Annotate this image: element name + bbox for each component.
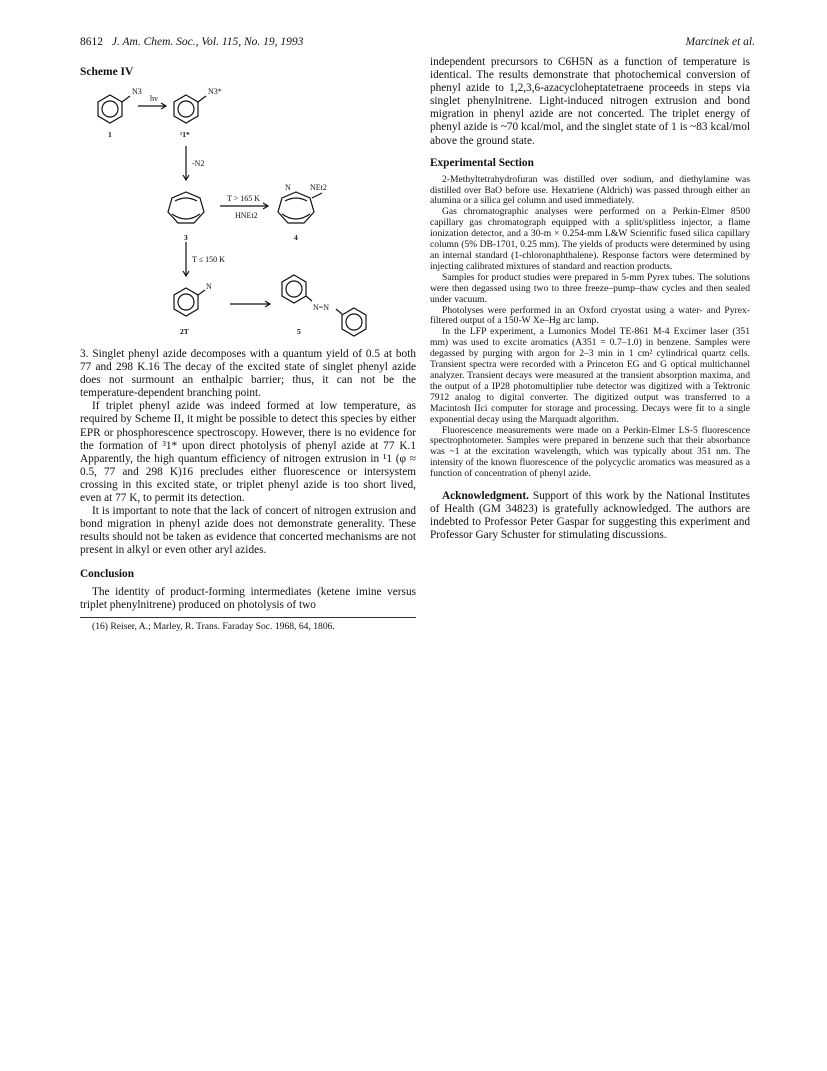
label-net2: NEt2 <box>310 183 327 192</box>
paragraph-sample-prep: Samples for product studies were prepared in 5-mm Pyrex tubes. The solutions were then degassed using two to three freeze–pump–thaw cycles and then sealed under vacuum. <box>430 271 750 305</box>
label-n-ring: N <box>285 183 291 192</box>
label-t-gt-165: T > 165 K <box>227 194 261 203</box>
journal-citation: J. Am. Chem. Soc., Vol. 115, No. 19, 1993 <box>111 36 304 48</box>
label-azo: N=N <box>313 303 330 312</box>
label-compound-1: 1 <box>108 130 112 139</box>
paragraph-generality: It is important to note that the lack of concert of nitrogen extrusion and bond migration in phenyl azide does not demonstrate generality. These results should not be taken as evidence that concerted mechanisms are not present in alkyl or even other aryl azides. <box>80 505 416 557</box>
label-hv: hv <box>150 94 158 103</box>
paragraph-lfp-experiment: In the LFP experiment, a Lumonics Model TE-861 M-4 Excimer laser (351 mm) was used to excite aromatics (A351 = 0.7–1.0) in benzene. Samples were degassed by purging with argon for 2–3 min in 1 cm² cylindrical quartz cells. Transient spectra were recorded with a Princeton EG and G optical multichannel analyzer. Transient decays were measured at the transient absorption maxima, and the output of a IP28 photomultiplier tube detector was digitized with a Tektronic 7912 analog to digital converter. The digitized output was transferred to a Macintosh IIci computer for storage and processing. Decays were fit to a single exponential decay using the Marquadt algorithm. <box>430 326 750 425</box>
running-header-left <box>80 36 303 48</box>
paragraph-conclusion-continued: independent precursors to C6H5N as a function of temperature is identical. The results demonstrate that photochemical conversion of phenyl azide to 1,2,3,6-azacycloheptatetraene proceeds in steps via singlet phenylnitrene. Light-induced nitrogen extrusion and bond migration in phenyl azide are not concerted. The triplet energy of phenyl azide is ~70 kcal/mol, and the singlet state of 1 is ~83 kcal/mol above the ground state. <box>430 56 750 147</box>
amine-adduct-4 <box>278 192 314 223</box>
acknowledgment-label: Acknowledgment. <box>442 490 529 503</box>
footnote-divider <box>80 617 416 618</box>
conclusion-heading: Conclusion <box>80 567 134 580</box>
scheme-drawing <box>80 82 416 338</box>
experimental-heading: Experimental Section <box>430 156 534 169</box>
label-n3-star: N3* <box>208 87 222 96</box>
scheme-title: Scheme IV <box>80 66 134 78</box>
paragraph-singlet-decay: 3. Singlet phenyl azide decomposes with a quantum yield of 0.5 at both 77 and 298 K.16 The decay of the excited state of singlet phenyl azide does not surmount an enthalpic barrier; thus, it can not be the temperature-dependent branching point. <box>80 348 416 400</box>
label-compound-5: 5 <box>297 327 301 336</box>
label-hnet2: HNEt2 <box>235 211 258 220</box>
paragraph-solvents: 2-Methyltetrahydrofuran was distilled over sodium, and diethylamine was distilled over BaO before use. Hexatriene (Aldrich) was passed through either an alumina or a silica gel column and used immediately. <box>430 173 750 207</box>
label-minus-n2: -N2 <box>192 159 205 168</box>
label-compound-4: 4 <box>294 233 298 242</box>
label-n-triplet: N <box>206 282 212 291</box>
page-number: 8612 <box>80 36 103 48</box>
label-t-le-150: T ≤ 150 K <box>192 255 225 264</box>
label-compound-2t: 2T <box>180 327 189 336</box>
reaction-scheme <box>80 82 416 338</box>
label-n3: N3 <box>132 87 142 96</box>
paragraph-gc-analysis: Gas chromatographic analyses were performed on a Perkin-Elmer 8500 capillary gas chromatograph equipped with a split/splitless injector, a flame ionization detector, and a 30-m × 0.254-mm L&W Scientific fused silica capillary column (5% DB-1701, 0.25 mm). The yields of products were determined by using an internal standard (1-chloronaphthalene). Response factors were determined by injecting calibrated mixtures of standard and reaction products. <box>430 206 750 272</box>
left-column <box>80 58 416 632</box>
label-compound-1-excited: ¹1* <box>180 130 190 139</box>
paragraph-photolyses: Photolyses were performed in an Oxford cryostat using a water- and Pyrex-filtered output of a 150-W Xe–Hg arc lamp. <box>430 304 750 327</box>
paragraph-triplet-detection: If triplet phenyl azide was indeed formed at low temperature, as required by Scheme II, it might be possible to detect this species by either EPR or phosphorescence spectroscopy. However, there is no evidence for the formation of ³1* upon direct photolysis of phenyl azide at 77 K.1 Apparently, the high quantum efficiency of nitrogen extrusion in ¹1 (φ ≈ 0.5, 77 and 298 K)16 precludes either fluorescence or intersystem crossing in this excited state, or triplet phenyl azide is too short lived, even at 77 K, to permit its detection. <box>80 400 416 505</box>
acknowledgment <box>430 490 750 542</box>
footnote-16: (16) Reiser, A.; Marley, R. Trans. Faraday Soc. 1968, 64, 1806. <box>92 620 335 632</box>
paragraph-conclusion: The identity of product-forming intermediates (ketene imine versus triplet phenylnitrene) produced on photolysis of two <box>80 585 416 611</box>
azacycloheptatetraene-3 <box>168 192 204 223</box>
right-column <box>430 56 750 542</box>
running-header-authors: Marcinek et al. <box>685 36 755 48</box>
paragraph-fluorescence: Fluorescence measurements were made on a Perkin-Elmer LS-5 fluorescence spectrophotometer. Samples were prepared in benzene such that their absorbance was ~1 at the excitation wavelength, which was typically about 351 nm. The intensity of the known fluorescence of the polycyclic aromatics was measured as a function of concentration of phenyl azide. <box>430 424 750 480</box>
label-compound-3: 3 <box>184 233 188 242</box>
acknowledgment-text: Support of this work by the National Institutes of Health (GM 34823) is gratefully acknowledged. The authors are indebted to Professor Peter Gaspar for suggesting this experiment and Professor Gary Schuster for stimulating discussions. <box>430 490 750 542</box>
